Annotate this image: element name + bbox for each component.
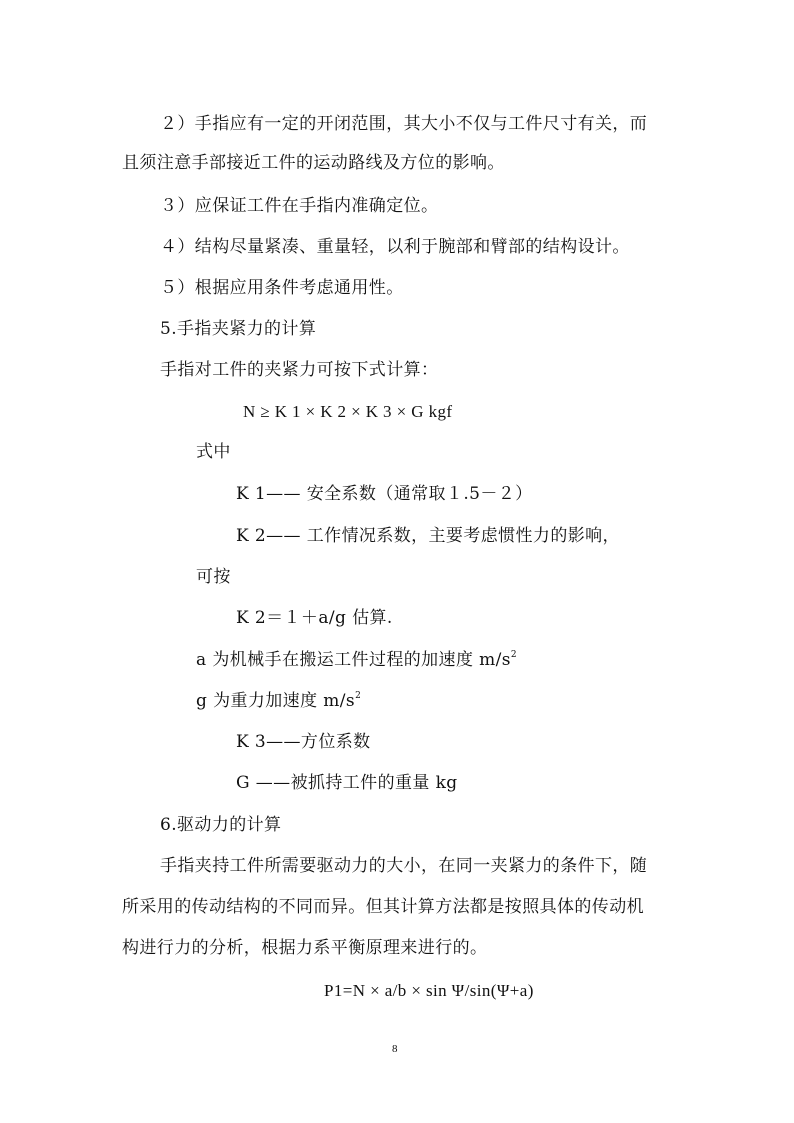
definition-k2: K 2—— 工作情况系数，主要考虑惯性力的影响， <box>236 526 620 546</box>
definition-k3: K 3——方位系数 <box>236 732 371 752</box>
text-line-4: ４）结构尽量紧凑、重量轻，以利于腕部和臂部的结构设计。 <box>160 237 630 257</box>
definition-a <box>196 649 517 671</box>
page-number: 8 <box>392 1043 398 1055</box>
definition-k1: K 1—— 安全系数（通常取１.5－２） <box>236 484 533 504</box>
text-line-20: 所采用的传动结构的不同而异。但其计算方法都是按照具体的传动机 <box>122 897 644 917</box>
definition-a-text: a 为机械手在搬运工件过程的加速度 m/s <box>196 650 511 670</box>
definition-g-text: g 为重力加速度 m/s <box>196 691 356 711</box>
section-heading-5: 5.手指夹紧力的计算 <box>160 319 317 339</box>
text-line-21: 构进行力的分析，根据力系平衡原理来进行的。 <box>122 938 488 958</box>
section-heading-6: 6.驱动力的计算 <box>160 815 282 835</box>
text-line-19: 手指夹持工件所需要驱动力的大小，在同一夹紧力的条件下，随 <box>160 856 648 876</box>
superscript-2: 2 <box>510 650 518 660</box>
text-line-9: 式中 <box>196 442 231 462</box>
text-line-1: ２）手指应有一定的开闭范围，其大小不仅与工件尺寸有关，而 <box>160 114 648 134</box>
text-line-5: ５）根据应用条件考虑通用性。 <box>160 278 404 298</box>
formula-clamping-force: N ≥ K 1 × K 2 × K 3 × G kgf <box>243 402 453 421</box>
text-line-7: 手指对工件的夹紧力可按下式计算： <box>160 360 439 380</box>
formula-drive-force: P1=N × a/b × sin Ψ/sin(Ψ+a) <box>324 981 534 1000</box>
text-line-2: 且须注意手部接近工件的运动路线及方位的影响。 <box>122 153 505 173</box>
formula-k2-estimate: K 2＝１＋a/g 估算. <box>236 608 393 628</box>
text-line-3: ３）应保证工件在手指内准确定位。 <box>160 196 439 216</box>
definition-g <box>196 690 361 712</box>
superscript-2: 2 <box>355 691 362 701</box>
text-line-12: 可按 <box>196 567 231 587</box>
definition-g-weight: G ——被抓持工件的重量 kg <box>236 773 458 793</box>
